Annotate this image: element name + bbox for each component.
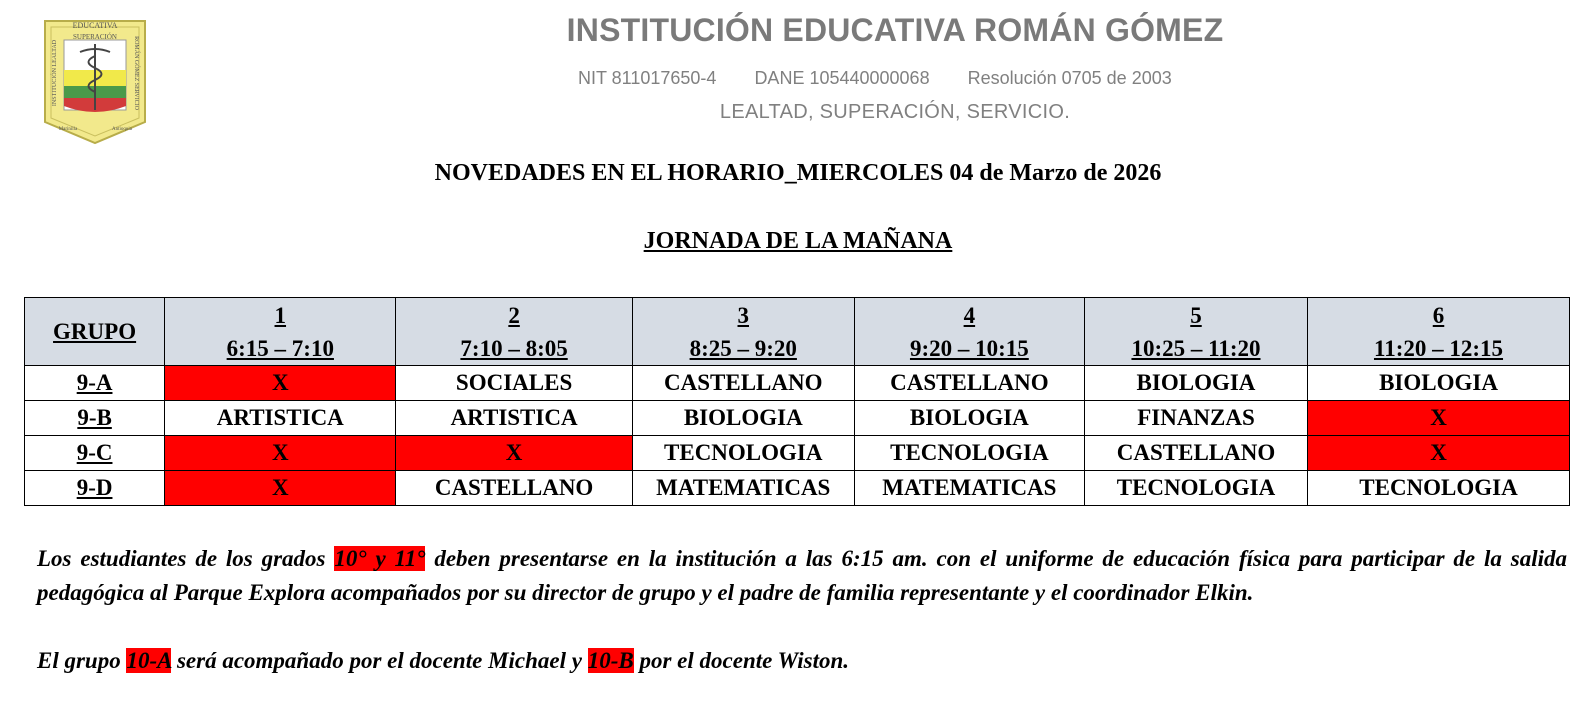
period-number: 1: [274, 302, 287, 328]
schedule-cell: BIOLOGIA: [1308, 366, 1570, 401]
period-time: 6:15 – 7:10: [226, 335, 334, 361]
period-header: [854, 298, 1084, 366]
logo-text-bottom-right: Antioquia: [112, 127, 132, 132]
notice-text: deben presentarse en la institución a las 6:15 am. con el uniforme de educación física para participar de la salida pedagógica al Parque Explora acompañados por su director de grupo y el padre de familia representante y el coordinador Elkin.: [37, 546, 1567, 605]
schedule-cell: ARTISTICA: [396, 401, 632, 436]
notice-text: por el docente Wiston.: [633, 648, 850, 673]
schedule-cell: BIOLOGIA: [1084, 366, 1307, 401]
schedule-cell: X: [1308, 401, 1570, 436]
logo-text-left: INSTITUCIÓN LEALTAD: [52, 39, 58, 107]
institution-motto: LEALTAD, SUPERACIÓN, SERVICIO.: [719, 101, 1071, 123]
period-number: 4: [963, 302, 976, 328]
period-header: [632, 298, 854, 366]
period-time: 9:20 – 10:15: [909, 335, 1029, 361]
group-column-header: GRUPO: [25, 298, 165, 366]
table-row: [25, 436, 1570, 471]
schedule-cell: X: [165, 436, 396, 471]
institution-name: INSTITUCIÓN EDUCATIVA ROMÁN GÓMEZ: [566, 12, 1224, 48]
table-row: [25, 401, 1570, 436]
schedule-cell: MATEMATICAS: [854, 471, 1084, 506]
period-header: [165, 298, 396, 366]
period-header: [1084, 298, 1307, 366]
schedule-cell: TECNOLOGIA: [854, 436, 1084, 471]
logo-text-right: ROMÁN GÓMEZ SERVICIO: [133, 36, 139, 110]
period-number: 3: [737, 302, 749, 328]
period-number: 5: [1190, 302, 1202, 328]
logo-text-bottom-left: Marinilla: [58, 127, 78, 132]
group-label: 9-D: [25, 471, 165, 506]
group-label: 9-A: [25, 366, 165, 401]
schedule-cell: X: [165, 366, 396, 401]
table-row: [25, 471, 1570, 506]
schedule-cell: TECNOLOGIA: [632, 436, 854, 471]
schedule-cell: CASTELLANO: [854, 366, 1084, 401]
field-trip-notice: [37, 542, 1567, 610]
period-header: [1308, 298, 1570, 366]
group-10b-highlight: 10-B: [587, 648, 634, 673]
logo-text-top: EDUCATIVA: [72, 21, 118, 30]
shift-title: JORNADA DE LA MAÑANA: [643, 228, 953, 254]
group-10a-highlight: 10-A: [126, 648, 172, 673]
period-time: 11:20 – 12:15: [1373, 335, 1504, 361]
resolution-text: Resolución 0705 de 2003: [967, 68, 1172, 88]
document-title: NOVEDADES EN EL HORARIO_MIERCOLES 04 de Marzo de 2026: [434, 160, 1162, 186]
schedule-cell: BIOLOGIA: [632, 401, 854, 436]
schedule-cell: X: [1308, 436, 1570, 471]
period-number: 6: [1432, 302, 1445, 328]
period-time: 8:25 – 9:20: [689, 335, 797, 361]
schedule-cell: CASTELLANO: [396, 471, 632, 506]
dane-text: DANE 105440000068: [754, 68, 930, 88]
schedule-cell: MATEMATICAS: [632, 471, 854, 506]
institution-identifiers: [578, 68, 1172, 89]
group-label: 9-C: [25, 436, 165, 471]
period-time: 7:10 – 8:05: [460, 335, 568, 361]
schedule-cell: CASTELLANO: [632, 366, 854, 401]
schedule-cell: SOCIALES: [396, 366, 632, 401]
period-time: 10:25 – 11:20: [1131, 335, 1261, 361]
schedule-header-row: [25, 298, 1570, 366]
grades-highlight: 10° y 11°: [334, 546, 426, 571]
schedule-cell: BIOLOGIA: [854, 401, 1084, 436]
nit-text: NIT 811017650-4: [578, 68, 717, 88]
notice-text: será acompañado por el docente Michael y: [171, 648, 588, 673]
schedule-table: [24, 297, 1570, 506]
group-teacher-notice: [37, 644, 1567, 678]
schedule-cell: TECNOLOGIA: [1308, 471, 1570, 506]
logo-text-middle: SUPERACIÓN: [73, 33, 117, 41]
group-label: 9-B: [25, 401, 165, 436]
schedule-cell: X: [396, 436, 632, 471]
notice-text: Los estudiantes de los grados: [37, 546, 335, 571]
schedule-cell: FINANZAS: [1084, 401, 1307, 436]
notice-text: El grupo: [37, 648, 127, 673]
period-number: 2: [508, 302, 520, 328]
period-header: [396, 298, 632, 366]
table-row: [25, 366, 1570, 401]
schedule-cell: TECNOLOGIA: [1084, 471, 1307, 506]
schedule-cell: ARTISTICA: [165, 401, 396, 436]
schedule-cell: X: [165, 471, 396, 506]
schedule-cell: CASTELLANO: [1084, 436, 1307, 471]
